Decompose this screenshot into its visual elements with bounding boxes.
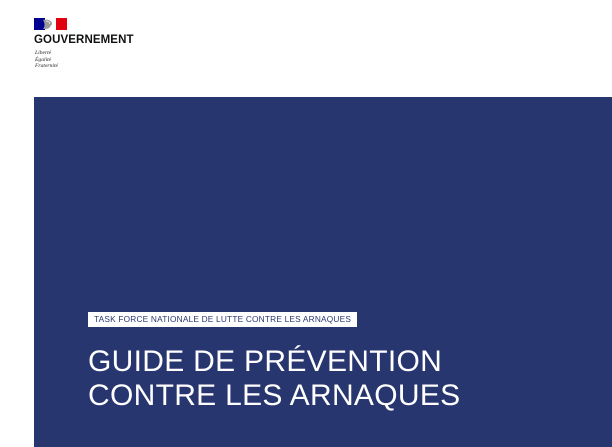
government-name: GOUVERNEMENT (34, 34, 134, 46)
republic-motto (35, 50, 58, 70)
government-logo (34, 18, 174, 70)
guide-title (88, 345, 460, 413)
motto-fraternite: Fraternité (35, 63, 58, 70)
cover-panel (34, 97, 612, 447)
guide-title-line-2: CONTRE LES ARNAQUES (88, 379, 461, 412)
marianne-flag-icon (34, 18, 67, 30)
guide-title-line-1: GUIDE DE PRÉVENTION (88, 345, 443, 378)
taskforce-tag: TASK FORCE NATIONALE DE LUTTE CONTRE LES ARNAQUES (88, 312, 357, 327)
motto-egalite: Égalité (35, 56, 52, 63)
motto-liberte: Liberté (35, 50, 52, 56)
